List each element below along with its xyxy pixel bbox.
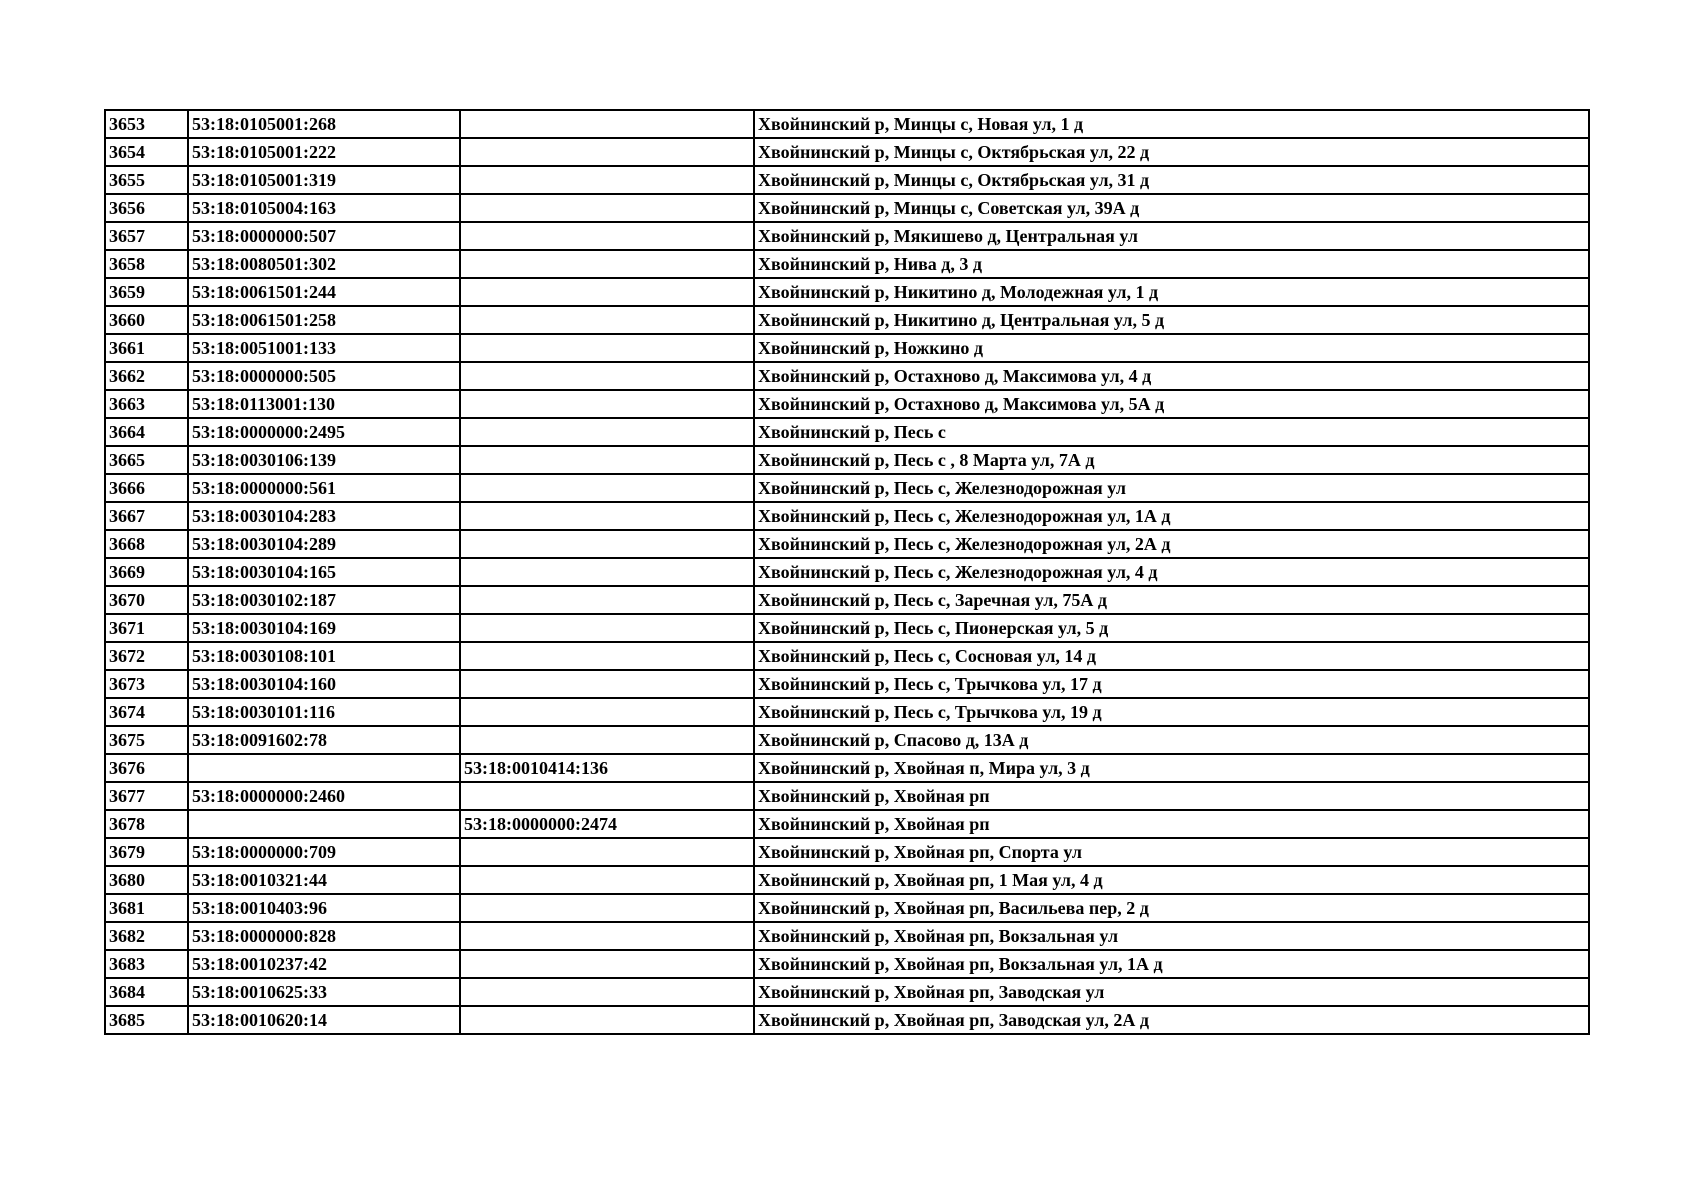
address-cell: Хвойнинский р, Песь с, Железнодорожная ул, 4 д [754,558,1589,586]
table-row [105,362,1589,390]
address-cell: Хвойнинский р, Мякишево д, Центральная ул [754,222,1589,250]
address-cell: Хвойнинский р, Песь с, Заречная ул, 75А д [754,586,1589,614]
table-row [105,474,1589,502]
address-cell: Хвойнинский р, Спасово д, 13А д [754,726,1589,754]
table-row [105,894,1589,922]
secondary-cadastral-number-cell [460,698,754,726]
secondary-cadastral-number-cell [460,250,754,278]
cadastral-number-cell: 53:18:0061501:244 [188,278,460,306]
table-row [105,726,1589,754]
registry-table-body [105,110,1589,1034]
address-cell: Хвойнинский р, Песь с, Железнодорожная ул, 1А д [754,502,1589,530]
secondary-cadastral-number-cell [460,418,754,446]
table-row [105,418,1589,446]
table-row [105,950,1589,978]
cadastral-number-cell: 53:18:0030101:116 [188,698,460,726]
table-row [105,614,1589,642]
cadastral-number-cell: 53:18:0030104:160 [188,670,460,698]
secondary-cadastral-number-cell [460,530,754,558]
secondary-cadastral-number-cell [460,446,754,474]
cadastral-number-cell: 53:18:0000000:2495 [188,418,460,446]
address-cell: Хвойнинский р, Никитино д, Молодежная ул, 1 д [754,278,1589,306]
row-number-cell: 3675 [105,726,188,754]
cadastral-number-cell: 53:18:0010321:44 [188,866,460,894]
table-row [105,838,1589,866]
cadastral-number-cell: 53:18:0000000:709 [188,838,460,866]
address-cell: Хвойнинский р, Остахново д, Максимова ул, 4 д [754,362,1589,390]
secondary-cadastral-number-cell [460,782,754,810]
address-cell: Хвойнинский р, Остахново д, Максимова ул, 5А д [754,390,1589,418]
address-cell: Хвойнинский р, Песь с, Сосновая ул, 14 д [754,642,1589,670]
property-registry-table [104,109,1590,1035]
cadastral-number-cell: 53:18:0030104:169 [188,614,460,642]
secondary-cadastral-number-cell [460,922,754,950]
row-number-cell: 3666 [105,474,188,502]
address-cell: Хвойнинский р, Хвойная рп, Васильева пер, 2 д [754,894,1589,922]
secondary-cadastral-number-cell [460,558,754,586]
row-number-cell: 3678 [105,810,188,838]
address-cell: Хвойнинский р, Песь с, Пионерская ул, 5 д [754,614,1589,642]
row-number-cell: 3668 [105,530,188,558]
table-row [105,782,1589,810]
table-row [105,334,1589,362]
cadastral-number-cell: 53:18:0010620:14 [188,1006,460,1034]
secondary-cadastral-number-cell [460,166,754,194]
row-number-cell: 3653 [105,110,188,138]
table-row [105,446,1589,474]
row-number-cell: 3654 [105,138,188,166]
table-row [105,1006,1589,1034]
secondary-cadastral-number-cell [460,614,754,642]
address-cell: Хвойнинский р, Минцы с, Советская ул, 39А д [754,194,1589,222]
table-row [105,110,1589,138]
address-cell: Хвойнинский р, Песь с , 8 Марта ул, 7А д [754,446,1589,474]
row-number-cell: 3684 [105,978,188,1006]
row-number-cell: 3660 [105,306,188,334]
cadastral-number-cell: 53:18:0000000:505 [188,362,460,390]
secondary-cadastral-number-cell [460,726,754,754]
secondary-cadastral-number-cell [460,950,754,978]
secondary-cadastral-number-cell [460,670,754,698]
row-number-cell: 3672 [105,642,188,670]
address-cell: Хвойнинский р, Нива д, 3 д [754,250,1589,278]
cadastral-number-cell [188,754,460,782]
table-row [105,166,1589,194]
address-cell: Хвойнинский р, Ножкино д [754,334,1589,362]
table-row [105,138,1589,166]
cadastral-number-cell: 53:18:0091602:78 [188,726,460,754]
cadastral-number-cell: 53:18:0030104:165 [188,558,460,586]
cadastral-number-cell: 53:18:0030106:139 [188,446,460,474]
row-number-cell: 3680 [105,866,188,894]
address-cell: Хвойнинский р, Песь с, Трычкова ул, 19 д [754,698,1589,726]
address-cell: Хвойнинский р, Хвойная п, Мира ул, 3 д [754,754,1589,782]
secondary-cadastral-number-cell [460,362,754,390]
address-cell: Хвойнинский р, Хвойная рп, 1 Мая ул, 4 д [754,866,1589,894]
secondary-cadastral-number-cell [460,138,754,166]
cadastral-number-cell: 53:18:0000000:507 [188,222,460,250]
cadastral-number-cell: 53:18:0061501:258 [188,306,460,334]
table-row [105,390,1589,418]
row-number-cell: 3658 [105,250,188,278]
cadastral-number-cell: 53:18:0051001:133 [188,334,460,362]
table-row [105,922,1589,950]
row-number-cell: 3683 [105,950,188,978]
address-cell: Хвойнинский р, Хвойная рп, Вокзальная ул [754,922,1589,950]
address-cell: Хвойнинский р, Хвойная рп [754,782,1589,810]
secondary-cadastral-number-cell [460,978,754,1006]
secondary-cadastral-number-cell [460,334,754,362]
address-cell: Хвойнинский р, Песь с, Железнодорожная ул, 2А д [754,530,1589,558]
cadastral-number-cell: 53:18:0105001:222 [188,138,460,166]
cadastral-number-cell: 53:18:0000000:828 [188,922,460,950]
secondary-cadastral-number-cell [460,894,754,922]
row-number-cell: 3682 [105,922,188,950]
address-cell: Хвойнинский р, Хвойная рп, Заводская ул, 2А д [754,1006,1589,1034]
address-cell: Хвойнинский р, Хвойная рп [754,810,1589,838]
cadastral-number-cell: 53:18:0030104:283 [188,502,460,530]
cadastral-number-cell: 53:18:0105004:163 [188,194,460,222]
row-number-cell: 3685 [105,1006,188,1034]
cadastral-number-cell: 53:18:0030102:187 [188,586,460,614]
cadastral-number-cell: 53:18:0000000:2460 [188,782,460,810]
secondary-cadastral-number-cell [460,586,754,614]
secondary-cadastral-number-cell [460,194,754,222]
address-cell: Хвойнинский р, Никитино д, Центральная ул, 5 д [754,306,1589,334]
address-cell: Хвойнинский р, Хвойная рп, Вокзальная ул, 1А д [754,950,1589,978]
secondary-cadastral-number-cell [460,866,754,894]
row-number-cell: 3659 [105,278,188,306]
cadastral-number-cell: 53:18:0010625:33 [188,978,460,1006]
address-cell: Хвойнинский р, Песь с, Трычкова ул, 17 д [754,670,1589,698]
secondary-cadastral-number-cell [460,474,754,502]
cadastral-number-cell: 53:18:0000000:561 [188,474,460,502]
cadastral-number-cell: 53:18:0080501:302 [188,250,460,278]
table-row [105,698,1589,726]
row-number-cell: 3681 [105,894,188,922]
address-cell: Хвойнинский р, Песь с [754,418,1589,446]
secondary-cadastral-number-cell [460,838,754,866]
table-row [105,530,1589,558]
cadastral-number-cell [188,810,460,838]
table-row [105,222,1589,250]
table-row [105,278,1589,306]
cadastral-number-cell: 53:18:0113001:130 [188,390,460,418]
address-cell: Хвойнинский р, Песь с, Железнодорожная ул [754,474,1589,502]
row-number-cell: 3673 [105,670,188,698]
table-row [105,558,1589,586]
cadastral-number-cell: 53:18:0105001:319 [188,166,460,194]
table-row [105,502,1589,530]
table-row [105,250,1589,278]
row-number-cell: 3676 [105,754,188,782]
secondary-cadastral-number-cell [460,110,754,138]
secondary-cadastral-number-cell [460,1006,754,1034]
address-cell: Хвойнинский р, Минцы с, Октябрьская ул, 31 д [754,166,1589,194]
table-row [105,642,1589,670]
secondary-cadastral-number-cell: 53:18:0010414:136 [460,754,754,782]
cadastral-number-cell: 53:18:0010403:96 [188,894,460,922]
row-number-cell: 3665 [105,446,188,474]
row-number-cell: 3679 [105,838,188,866]
table-row [105,306,1589,334]
row-number-cell: 3661 [105,334,188,362]
table-row [105,194,1589,222]
row-number-cell: 3664 [105,418,188,446]
address-cell: Хвойнинский р, Хвойная рп, Заводская ул [754,978,1589,1006]
secondary-cadastral-number-cell [460,278,754,306]
table-row [105,586,1589,614]
cadastral-number-cell: 53:18:0030108:101 [188,642,460,670]
table-row [105,866,1589,894]
table-row [105,978,1589,1006]
row-number-cell: 3669 [105,558,188,586]
row-number-cell: 3677 [105,782,188,810]
row-number-cell: 3655 [105,166,188,194]
cadastral-number-cell: 53:18:0010237:42 [188,950,460,978]
row-number-cell: 3663 [105,390,188,418]
table-row [105,810,1589,838]
address-cell: Хвойнинский р, Минцы с, Октябрьская ул, 22 д [754,138,1589,166]
secondary-cadastral-number-cell [460,502,754,530]
row-number-cell: 3671 [105,614,188,642]
secondary-cadastral-number-cell [460,642,754,670]
table-row [105,754,1589,782]
table-row [105,670,1589,698]
row-number-cell: 3656 [105,194,188,222]
row-number-cell: 3657 [105,222,188,250]
secondary-cadastral-number-cell [460,390,754,418]
secondary-cadastral-number-cell [460,306,754,334]
cadastral-number-cell: 53:18:0105001:268 [188,110,460,138]
secondary-cadastral-number-cell [460,222,754,250]
secondary-cadastral-number-cell: 53:18:0000000:2474 [460,810,754,838]
row-number-cell: 3662 [105,362,188,390]
address-cell: Хвойнинский р, Минцы с, Новая ул, 1 д [754,110,1589,138]
row-number-cell: 3674 [105,698,188,726]
row-number-cell: 3670 [105,586,188,614]
cadastral-number-cell: 53:18:0030104:289 [188,530,460,558]
address-cell: Хвойнинский р, Хвойная рп, Спорта ул [754,838,1589,866]
row-number-cell: 3667 [105,502,188,530]
